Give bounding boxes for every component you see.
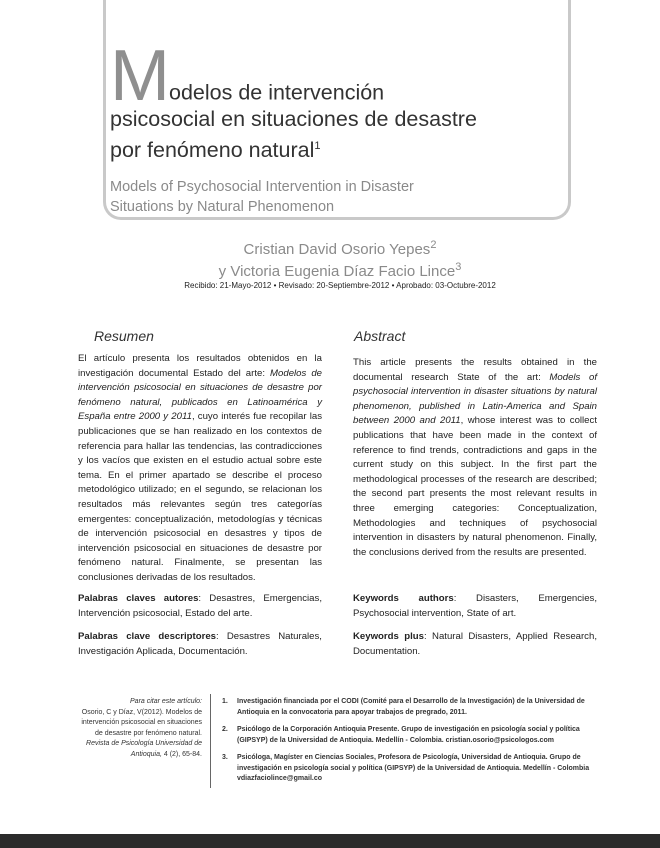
author-footnote-mark-2[interactable]: 3: [455, 261, 462, 273]
submission-dates: Recibido: 21-Mayo-2012 • Revisado: 20-Septiembre-2012 • Aprobado: 03-Octubre-2012: [184, 281, 496, 290]
resumen-keywords-authors: Palabras claves autores: Desastres, Emergencias, Intervención psicosocial, Estado del arte.: [78, 593, 322, 619]
title-line-3: por fenómeno natural$^1$: [110, 137, 321, 162]
page-footer-bar: [0, 834, 660, 848]
abstract-keywords-authors: Keywords authors: Disasters, Emergencies, Psychosocial intervention, State of art.: [353, 593, 597, 619]
article-title: [110, 36, 560, 163]
citation-note: Para citar este artículo: Osorio, C y Díaz, V(2012). Modelos de intervención psicosocial en situaciones de desastre por fenómeno natural. Revista de Psicología Universidad de Antioquia, 4 (2), 65-84.: [81, 698, 202, 758]
footnote-3: 3. Psicóloga, Magíster en Ciencias Sociales, Profesora de Psicología, Universidad de Antioquia. Grupo de investigación en psicología social y política (GIPSYP) de la Universidad de Antioquia. Medellín - Colombia vdiazfaciolince@gmail.co: [222, 754, 590, 782]
english-title: Models of Psychosocial Intervention in Disaster Situations by Natural Phenomenon: [110, 179, 414, 215]
title-line-1: Modelos de intervención: [110, 36, 385, 116]
resumen-heading: Resumen: [94, 328, 154, 344]
abstract-keywords-plus: Keywords plus: Natural Disasters, Applied Research, Documentation.: [353, 631, 597, 657]
footnote-1: 1. Investigación financiada por el CODI (Comité para el Desarrollo de la Investigación) de la Universidad de Antioquia en la convocatoria para apoyar trabajos de pregrado, 2011.: [222, 698, 585, 716]
abstract-body: This article presents the results obtained in the documental research State of the art: Models of psychosocial intervention in disaster situations by natural phenomenon, published in Latin-America and Spain between 2000 and 2011, whose interest was to collect publications that have been made in the context of reference to find trends, contradictions and gaps in the current study on this subject. In the first part the methodological processes of the research are described; the second part presents the most relevant results in three emerging categories: Conceptualization, Methodologies and techniques of psychosocial intervention in disasters by natural phenomenon. Finally, the conclusions derived from the results are presented.: [353, 357, 597, 558]
abstract-heading: Abstract: [354, 328, 406, 344]
resumen-keywords-descriptors: Palabras clave descriptores: Desastres Naturales, Investigación Aplicada, Documentación.: [78, 631, 322, 657]
title-dropcap: M: [110, 36, 169, 116]
author-footnote-mark-1[interactable]: 2: [430, 239, 437, 251]
resumen-body: El artículo presenta los resultados obtenidos en la investigación documental Estado del arte: Modelos de intervención psicosocial en situaciones de desastre por fenómeno natural, publicados en Latinoamérica y España entre 2000 y 2011, cuyo interés fue recopilar las publicaciones que se han realizado en los contextos de referencia para hallar las tendencias, las contradicciones y los vacíos que existen en el estudio actual sobre este tema. En el primer apartado se describe el proceso metodológico utilizado; en el segundo, se relacionan los resultados más relevantes según tres categorías emergentes: conceptualización, metodologías y técnicas de intervención psicosocial en desastres y tipos de intervención psicosocial en situaciones de desastre por fenómeno natural. Finalmente, se presentan las conclusiones derivadas de los resultados.: [78, 353, 322, 583]
author-line-2: y Victoria Eugenia Díaz Facio Lince$^3$: [218, 261, 462, 280]
footnote-2: 2. Psicólogo de la Corporación Antioquia Presente. Grupo de investigación en psicología social y política (GIPSYP) de la Universidad de Antioquia. Medellín - Colombia. cristian.osorio@psicologos.com: [222, 726, 580, 744]
author-line-1: Cristian David Osorio Yepes$^2$: [243, 239, 437, 258]
footnote-divider: [210, 694, 211, 788]
title-footnote-mark[interactable]: 1: [314, 139, 321, 152]
title-line-2: psicosocial en situaciones de desastre: [110, 107, 477, 131]
